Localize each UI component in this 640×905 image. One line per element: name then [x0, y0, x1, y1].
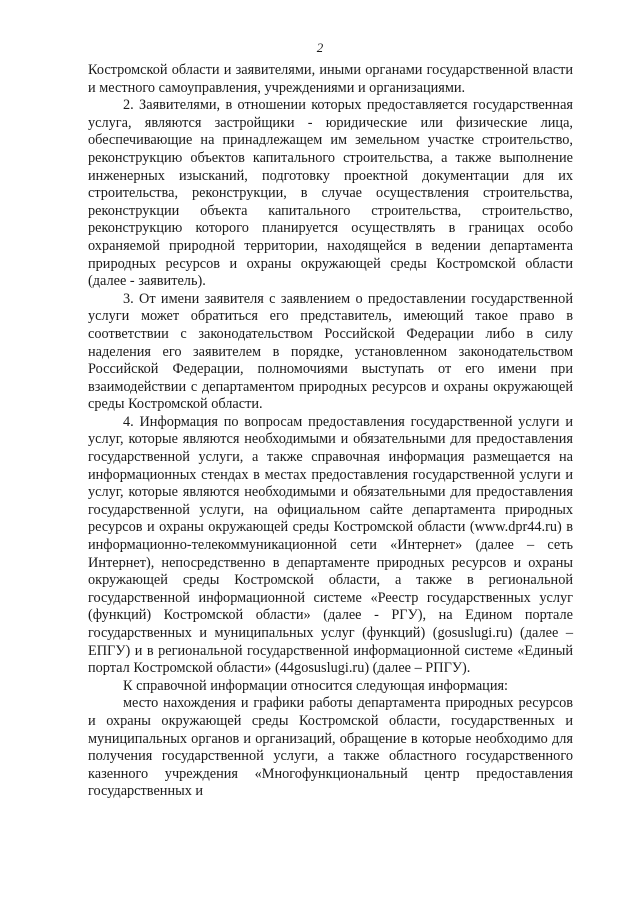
page-number: 2	[316, 40, 324, 55]
paragraph-3-representative: 3. От имени заявителя с заявлением о предоставлении государственной услуги может обратиться его представитель, имеющий такое право в соответствии с законодательством Российской Федерации либо в силу наделения его заявителем в порядке, установленном законодательством Российской Федерации, полномочиями выступать от его имени при взаимодействии с департаментом природных ресурсов и охраны окружающей среды Костромской области.	[88, 290, 573, 413]
document-body	[88, 62, 573, 801]
paragraph-reference-info: К справочной информации относится следующая информация:	[123, 677, 509, 694]
paragraph-continuation: Костромской области и заявителями, иными органами государственной власти и местного самоуправления, учреждениями и организациями.	[88, 62, 573, 96]
paragraph-location-schedule: место нахождения и графики работы департамента природных ресурсов и охраны окружающей среды Костромской области, государственных и муниципальных органов и организаций, обращение в которые необходимо для получения государственной услуги, а также областного государственного казенного учреждения «Многофункциональный центр предоставления государственных и	[88, 695, 573, 800]
paragraph-2-applicants: 2. Заявителями, в отношении которых предоставляется государственная услуга, являются застройщики - юридические или физические лица, обеспечивающие на принадлежащем им земельном участке строительство, реконструкцию объектов капитального строительства, а также выполнение инженерных изысканий, подготовку проектной документации для их строительства, реконструкции, в случае осуществления строительства, реконструкции объекта капитального строительства, строительство, реконструкцию которого планируется осуществлять в границах особо охраняемой природной территории, находящейся в ведении департамента природных ресурсов и охраны окружающей среды Костромской области (далее - заявитель).	[88, 97, 573, 290]
paragraph-4-information: 4. Информация по вопросам предоставления государственной услуги и услуг, которые являются необходимыми и обязательными для предоставления государственной услуги, а также справочная информация размещается на информационных стендах в местах предоставления государственной услуги и услуг, которые являются необходимыми и обязательными для предоставления государственной услуги, на официальном сайте департамента природных ресурсов и охраны окружающей среды Костромской области (www.dpr44.ru) в информационно-телекоммуникационной сети «Интернет» (далее – сеть Интернет), непосредственно в департаменте природных ресурсов и охраны окружающей среды Костромской области, а также в региональной государственной информационной системе «Реестр государственных услуг (функций) Костромской области» (далее - РГУ), на Едином портале государственных и муниципальных услуг (функций) (gosuslugi.ru) (далее – ЕПГУ) и в региональной государственной информационной системе «Единый портал Костромской области» (44gosuslugi.ru) (далее – РПГУ).	[88, 413, 573, 677]
